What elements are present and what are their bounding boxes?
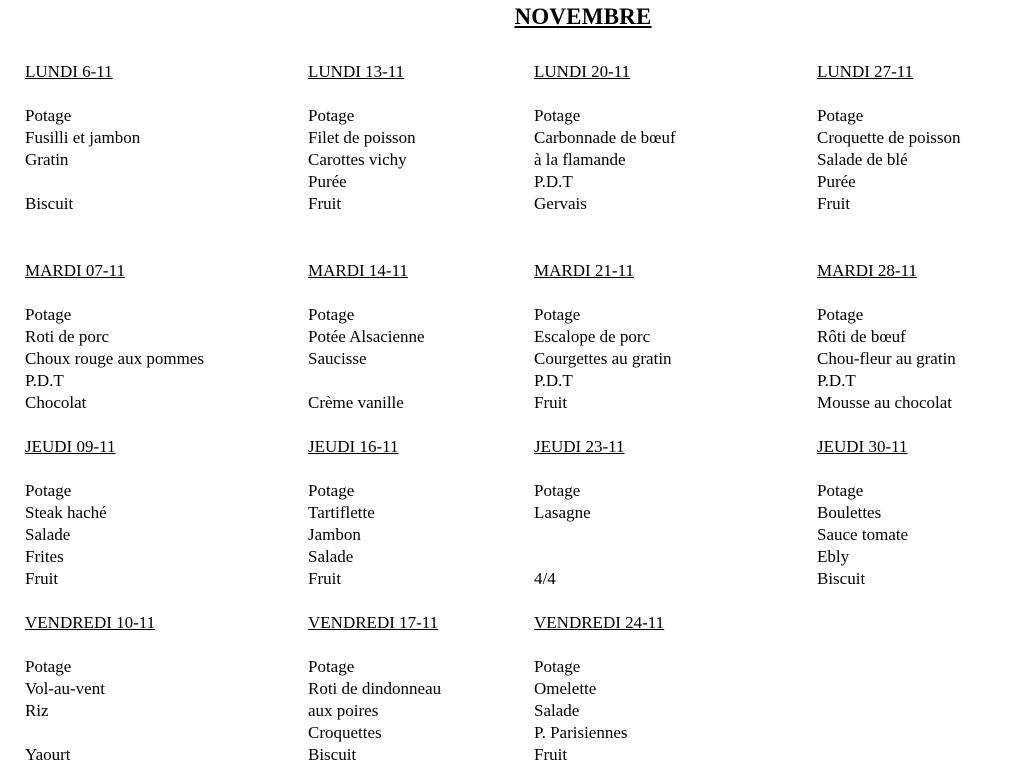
menu-item: Roti de porc <box>25 327 110 346</box>
menu-item: Fruit <box>534 745 568 764</box>
menu-item: Sauce tomate <box>817 525 909 544</box>
menu-item: Steak haché <box>25 503 107 522</box>
menu-item <box>534 546 625 568</box>
menu-item: Frites <box>25 547 64 566</box>
menu-item: Fruit <box>817 194 851 213</box>
menu-item: Croquettes <box>308 723 382 742</box>
menu-item: Vol-au-vent <box>25 679 105 698</box>
menu-item: Fusilli et jambon <box>25 128 141 147</box>
menu-item: Choux rouge aux pommes <box>25 349 204 368</box>
day-heading: MARDI 21-11 <box>534 261 634 280</box>
menu-item: P.D.T <box>817 371 856 390</box>
menu-item: Tartiflette <box>308 503 375 522</box>
menu-item: Fruit <box>534 393 568 412</box>
menu-item: Potage <box>534 657 581 676</box>
menu-item: Boulettes <box>817 503 882 522</box>
menu-item: aux poires <box>308 701 379 720</box>
menu-item: Purée <box>308 172 347 191</box>
menu-item: Potage <box>534 106 581 125</box>
day-block <box>817 436 908 590</box>
day-block <box>25 436 116 590</box>
menu-item: Omelette <box>534 679 597 698</box>
menu-item: Courgettes au gratin <box>534 349 672 368</box>
menu-item: P. Parisiennes <box>534 723 628 742</box>
menu-item: Potage <box>817 305 864 324</box>
menu-item: Biscuit <box>817 569 866 588</box>
day-block <box>308 260 425 414</box>
day-block <box>25 61 140 215</box>
day-block <box>308 612 441 766</box>
menu-item: Jambon <box>308 525 361 544</box>
menu-item: Escalope de porc <box>534 327 651 346</box>
menu-item: Potage <box>308 106 355 125</box>
menu-item: Roti de dindonneau <box>308 679 442 698</box>
menu-item: Carottes vichy <box>308 150 407 169</box>
day-heading: JEUDI 09-11 <box>25 437 116 456</box>
day-block <box>25 612 155 766</box>
menu-item: Potage <box>817 481 864 500</box>
day-block <box>534 436 625 590</box>
menu-item: Potage <box>25 657 72 676</box>
menu-item: Rôti de bœuf <box>817 327 906 346</box>
day-block <box>534 260 672 414</box>
day-heading: JEUDI 30-11 <box>817 437 908 456</box>
menu-item: Croquette de poisson <box>817 128 961 147</box>
day-heading: LUNDI 27-11 <box>817 62 914 81</box>
menu-item: Purée <box>817 172 856 191</box>
day-block <box>308 61 416 215</box>
day-block <box>25 260 204 414</box>
menu-item: Potage <box>817 106 864 125</box>
menu-item: Potée Alsacienne <box>308 327 425 346</box>
menu-item: Riz <box>25 701 49 720</box>
menu-item: Potage <box>25 106 72 125</box>
menu-item: P.D.T <box>25 371 64 390</box>
menu-item: Salade <box>534 701 580 720</box>
menu-item: Mousse au chocolat <box>817 393 953 412</box>
menu-item: 4/4 <box>534 569 556 588</box>
menu-item: P.D.T <box>534 371 573 390</box>
day-heading: JEUDI 23-11 <box>534 437 625 456</box>
menu-item: Potage <box>534 305 581 324</box>
menu-item: Gratin <box>25 150 69 169</box>
menu-item: Potage <box>308 305 355 324</box>
day-block <box>534 61 676 215</box>
menu-item: Salade de blé <box>817 150 908 169</box>
day-heading: MARDI 07-11 <box>25 261 125 280</box>
menu-item: Chocolat <box>25 393 87 412</box>
day-heading: LUNDI 13-11 <box>308 62 405 81</box>
menu-item <box>308 370 425 392</box>
menu-item: Fruit <box>308 194 342 213</box>
day-block <box>308 436 399 590</box>
page-title: NOVEMBRE <box>514 4 652 29</box>
day-heading: LUNDI 6-11 <box>25 62 113 81</box>
day-heading: VENDREDI 17-11 <box>308 613 439 632</box>
menu-item: Crème vanille <box>308 393 404 412</box>
menu-item: Filet de poisson <box>308 128 416 147</box>
menu-item: Salade <box>308 547 354 566</box>
menu-item: Biscuit <box>308 745 357 764</box>
day-heading: VENDREDI 10-11 <box>25 613 156 632</box>
menu-item: Potage <box>534 481 581 500</box>
menu-item: Chou-fleur au gratin <box>817 349 956 368</box>
menu-item: Biscuit <box>25 194 74 213</box>
menu-item: Gervais <box>534 194 587 213</box>
menu-item: Salade <box>25 525 71 544</box>
menu-item <box>534 524 625 546</box>
day-heading: VENDREDI 24-11 <box>534 613 665 632</box>
day-heading: MARDI 14-11 <box>308 261 408 280</box>
menu-item <box>25 722 155 744</box>
menu-item: Saucisse <box>308 349 367 368</box>
menu-item: Lasagne <box>534 503 591 522</box>
menu-item: P.D.T <box>534 172 573 191</box>
day-heading: MARDI 28-11 <box>817 261 917 280</box>
menu-item: Potage <box>308 481 355 500</box>
day-block <box>817 61 961 215</box>
menu-item: Fruit <box>25 569 59 588</box>
day-block <box>817 260 956 414</box>
menu-item: Potage <box>25 305 72 324</box>
menu-item: Potage <box>308 657 355 676</box>
menu-item: Ebly <box>817 547 850 566</box>
menu-item: Yaourt <box>25 745 71 764</box>
day-block <box>534 612 664 766</box>
day-heading: LUNDI 20-11 <box>534 62 631 81</box>
menu-item: Fruit <box>308 569 342 588</box>
menu-item: Potage <box>25 481 72 500</box>
menu-item <box>25 171 140 193</box>
day-heading: JEUDI 16-11 <box>308 437 399 456</box>
menu-item: à la flamande <box>534 150 626 169</box>
menu-item: Carbonnade de bœuf <box>534 128 676 147</box>
